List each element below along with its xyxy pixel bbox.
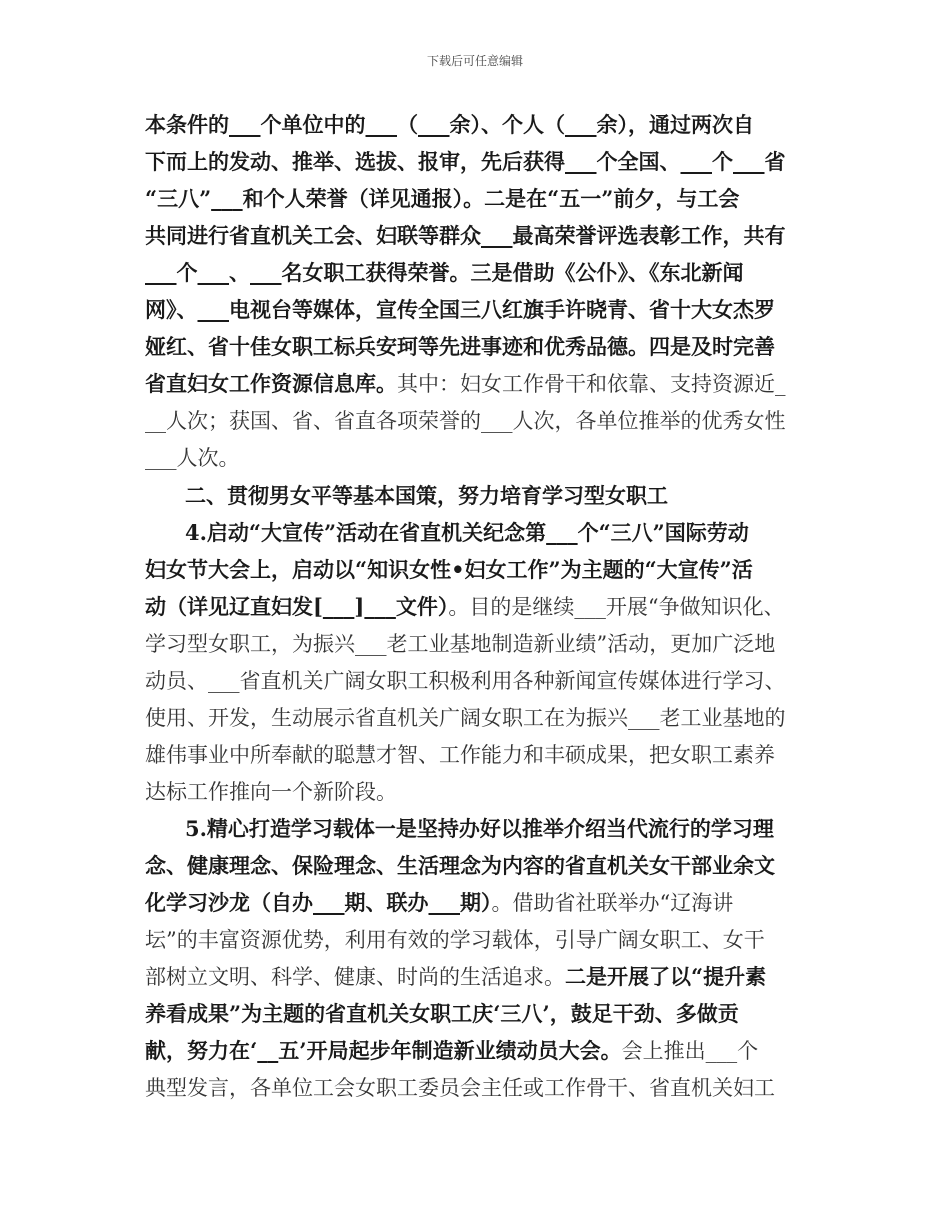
text-line [145, 113, 825, 141]
text-segment: 动（详见辽直妇发[___]___文件） [145, 595, 449, 619]
text-line [145, 780, 825, 808]
text-line [145, 928, 825, 956]
text-segment: 5.精心打造学习载体一是坚持办好以推举介绍当代流行的学习理 [185, 817, 774, 841]
text-line [145, 706, 825, 734]
text-line [185, 817, 825, 845]
text-line [145, 446, 825, 474]
text-segment: 妇女节大会上，启动以“知识女性•妇女工作”为主题的“大宣传”活 [145, 558, 753, 582]
text-line [145, 965, 825, 993]
text-line [145, 150, 825, 178]
text-segment: ___人次。 [145, 446, 240, 470]
text-segment: 献，努力在‘__五’开局起步年制造新业绩动员大会。 [145, 1039, 622, 1063]
text-line [145, 743, 825, 771]
text-segment: 二是开展了以“提升素 [565, 965, 767, 989]
text-segment: 化学习沙龙（自办___期、联办___期） [145, 891, 492, 915]
text-segment: 4.启动“大宣传”活动在省直机关纪念第___个“三八”国际劳动 [185, 521, 749, 545]
text-line [145, 632, 825, 660]
text-segment: 。目的是继续___开展“争做知识化、 [448, 595, 785, 619]
text-segment: 使用、开发，生动展示省直机关广阔女职工在为振兴___老工业基地的 [145, 706, 786, 730]
text-line [145, 409, 825, 437]
text-segment: 会上推出___个 [621, 1039, 759, 1063]
page-header: 下载后可任意编辑 [426, 54, 523, 68]
text-line [145, 1039, 825, 1067]
text-line [145, 224, 825, 252]
text-segment: 达标工作推向一个新阶段。 [145, 780, 397, 804]
text-segment: 坛”的丰富资源优势，利用有效的学习载体，引导广阔女职工、女干 [145, 928, 765, 952]
text-segment: 本条件的___个单位中的___（___余）、个人（___余），通过两次自 [145, 113, 754, 137]
text-segment: ___个___、___名女职工获得荣誉。三是借助《公仆》、《东北新闻 [145, 261, 744, 285]
text-segment: 动员、___省直机关广阔女职工积极利用各种新闻宣传媒体进行学习、 [145, 669, 786, 693]
text-line [145, 669, 825, 697]
text-segment: 典型发言，各单位工会女职工委员会主任或工作骨干、省直机关妇工 [145, 1076, 775, 1100]
text-line [145, 854, 825, 882]
text-segment: 念、健康理念、保险理念、生活理念为内容的省直机关女干部业余文 [145, 854, 775, 878]
text-segment: 养看成果”为主题的省直机关女职工庆‘三八’，鼓足干劲、多做贡 [145, 1002, 739, 1026]
text-line [145, 891, 825, 919]
text-segment: 。借助省社联举办“辽海讲 [491, 891, 734, 915]
text-segment: 娅红、省十佳女职工标兵安珂等先进事迹和优秀品德。四是及时完善 [145, 335, 775, 359]
text-segment: 学习型女职工，为振兴___老工业基地制造新业绩”活动，更加广泛地 [145, 632, 776, 656]
text-segment: 省直妇女工作资源信息库。 [145, 372, 397, 396]
text-line [145, 1076, 825, 1104]
text-line [145, 261, 825, 289]
text-segment: 部树立文明、科学、健康、时尚的生活追求。 [145, 965, 565, 989]
text-segment: 其中：妇女工作骨干和依靠、支持资源近_ [397, 372, 786, 396]
text-segment: 二、贯彻男女平等基本国策，努力培育学习型女职工 [185, 484, 668, 508]
text-line [185, 484, 825, 512]
text-line [145, 372, 825, 400]
text-line [145, 298, 825, 326]
text-segment: 下而上的发动、推举、选拔、报审，先后获得___个全国、___个___省 [145, 150, 786, 174]
text-line [145, 335, 825, 363]
text-line [145, 187, 825, 215]
text-segment: __人次；获国、省、省直各项荣誉的___人次，各单位推举的优秀女性 [145, 409, 786, 433]
text-segment: 共同进行省直机关工会、妇联等群众___最高荣誉评选表彰工作，共有 [145, 224, 786, 248]
text-segment: 网》、___电视台等媒体，宣传全国三八红旗手许晓青、省十大女杰罗 [145, 298, 775, 322]
text-segment: “三八”___和个人荣誉（详见通报）。二是在“五一”前夕，与工会 [145, 187, 740, 211]
text-line [145, 558, 825, 586]
text-segment: 雄伟事业中所奉献的聪慧才智、工作能力和丰硕成果，把女职工素养 [145, 743, 775, 767]
text-line [185, 521, 825, 549]
text-line [145, 595, 825, 623]
text-line [145, 1002, 825, 1030]
